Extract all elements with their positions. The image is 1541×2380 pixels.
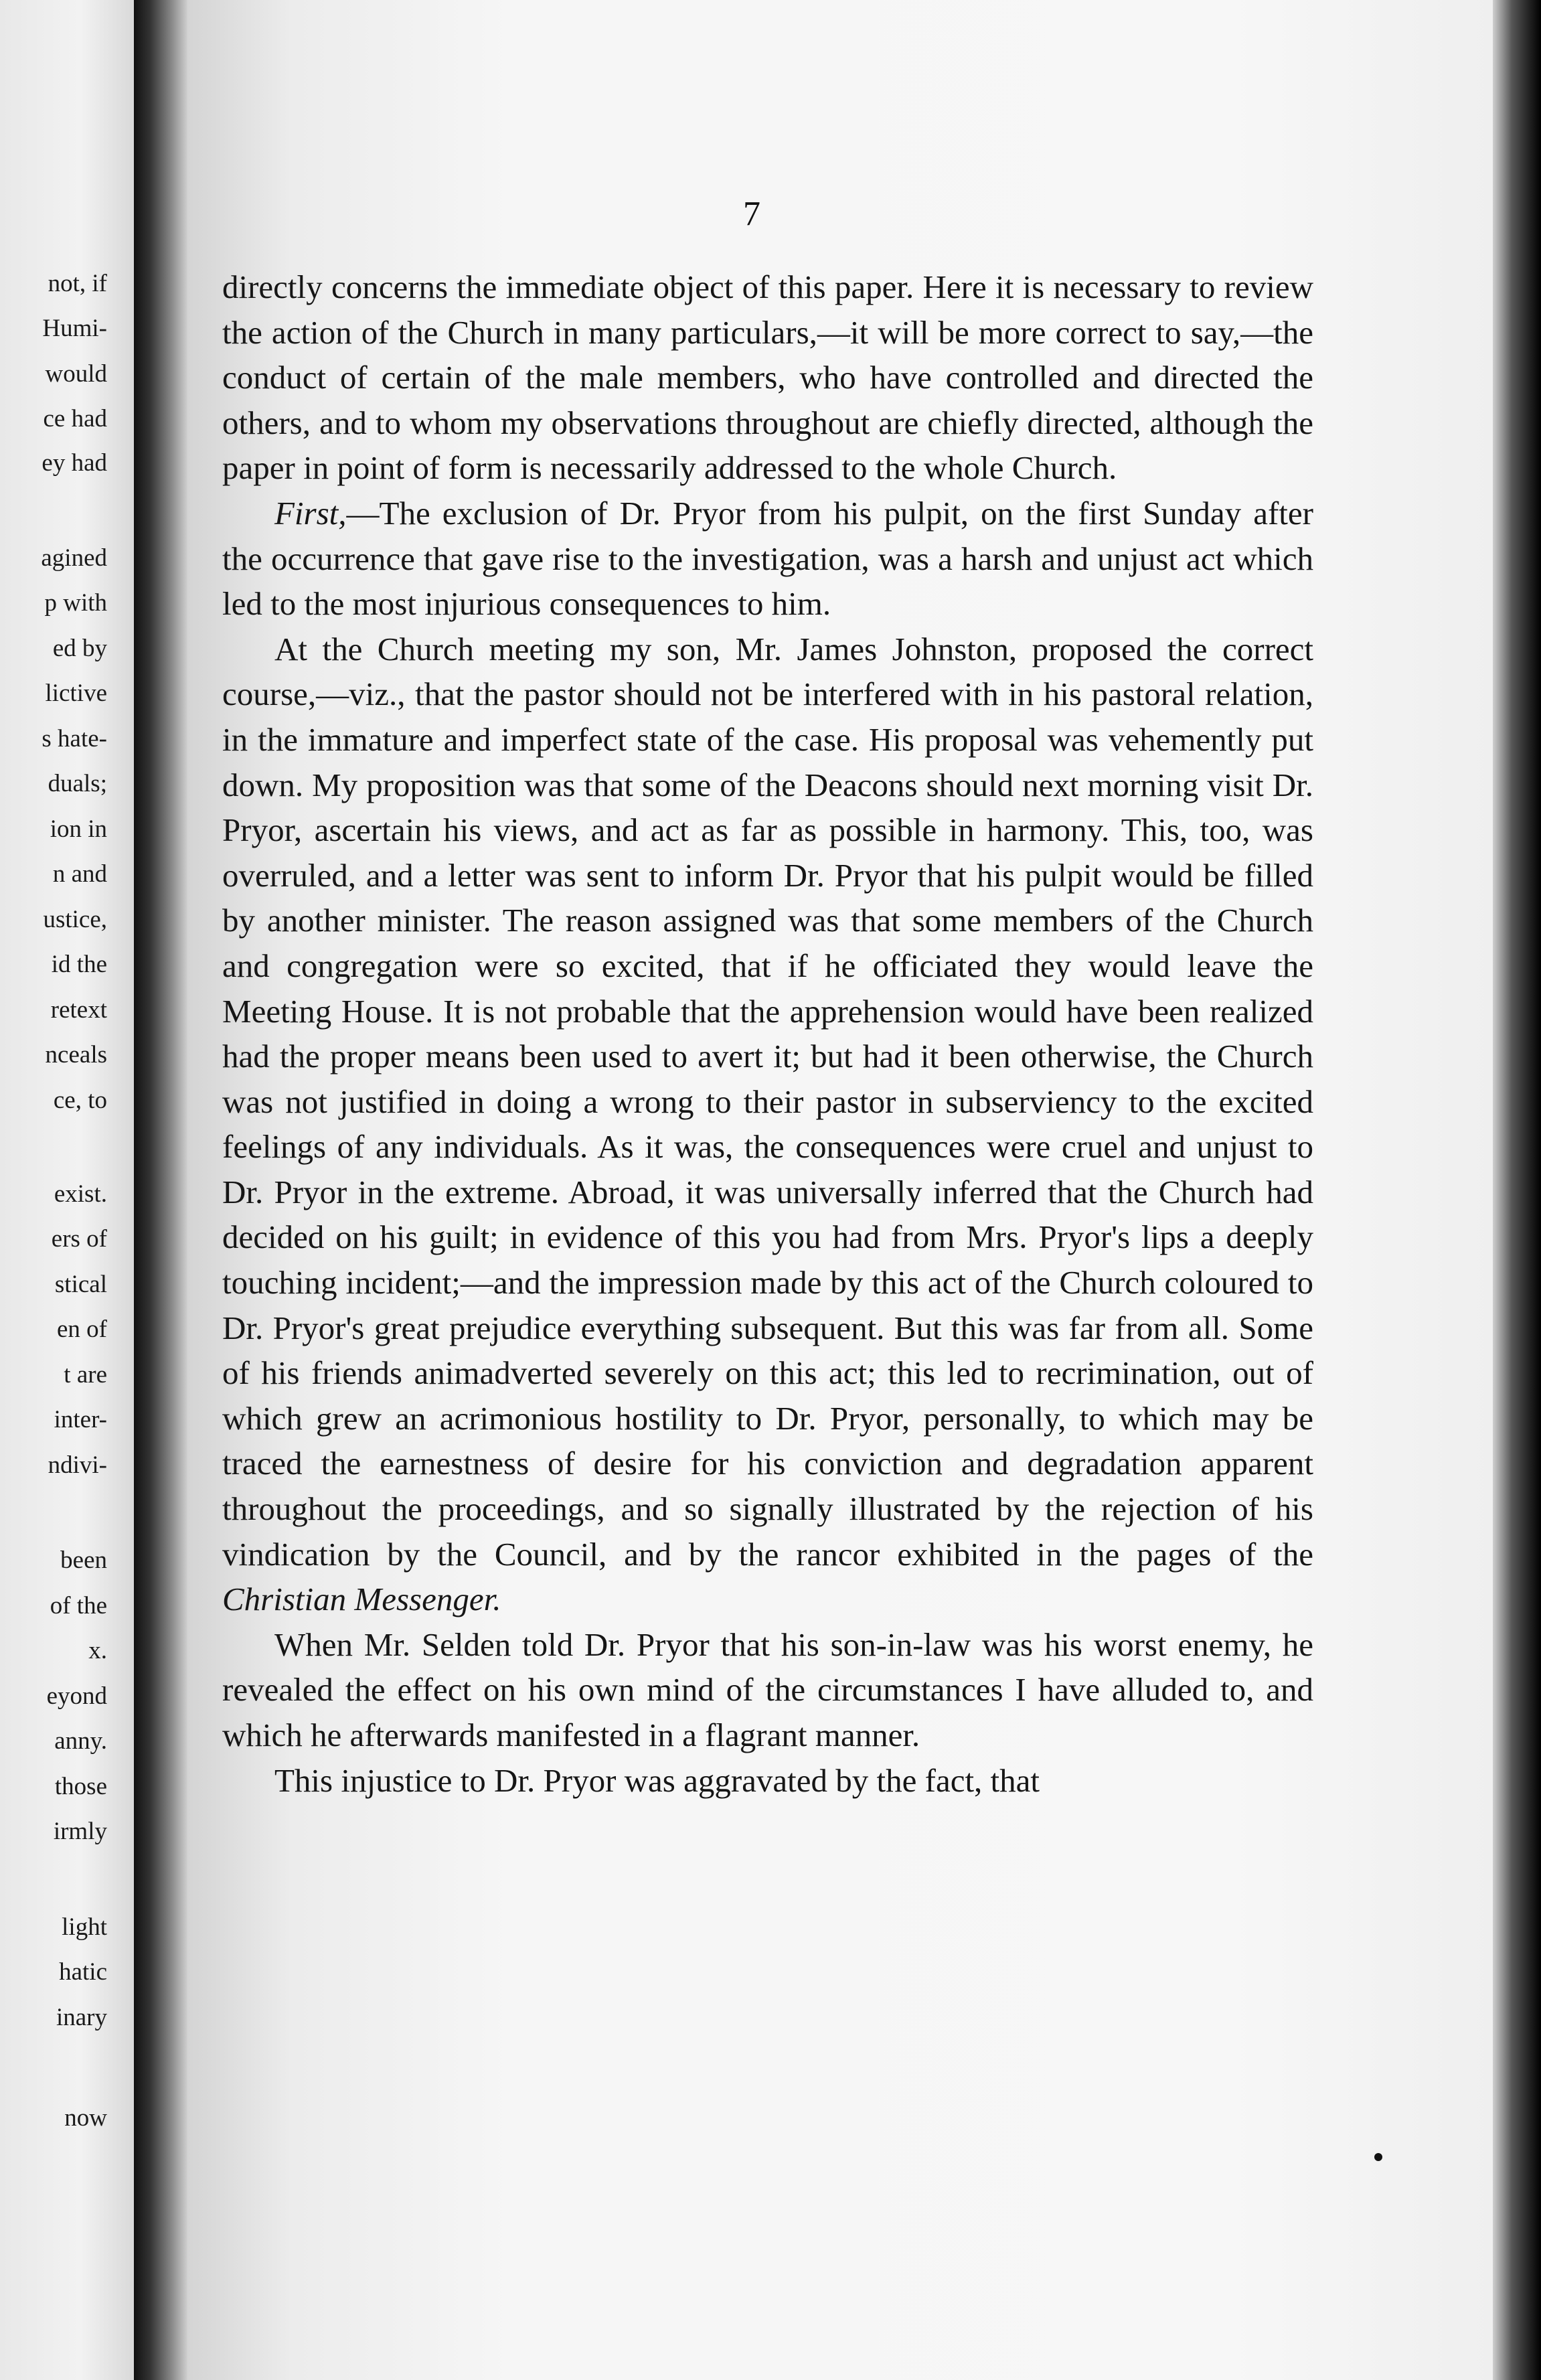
- facing-page-line: duals;: [48, 770, 107, 797]
- ink-dot: [1374, 2153, 1382, 2161]
- paragraph-3: At the Church meeting my son, Mr. James Johnston, proposed the correct course,—viz., that the pastor should not be interfered with in his pastoral relation, in the immature and imperfect state of the case. His proposal was vehemently put down. My proposition was that some of the Deacons should next morning visit Dr. Pryor, ascertain his views, and act as far as possible in harmony. This, too, was overruled, and a letter was sent to inform Dr. Pryor that his pulpit would be filled by another minister. The reason assigned was that some members of the Church and congregation were so excited, that if he officiated they would leave the Meeting House. It is not probable that the apprehension would have been realized had the proper means been used to avert it; but had it been otherwise, the Church was not justified in doing a wrong to their pastor in subserviency to the excited feelings of any individuals. As it was, the consequences were cruel and unjust to Dr. Pryor in the extreme. Abroad, it was universally inferred that the Church had decided on his guilt; in evidence of this you had from Mrs. Pryor's lips a deeply touching incident;—and the impression made by this act of the Church coloured to Dr. Pryor's great prejudice everything subsequent. But this was far from all. Some of his friends animadverted severely on this act; this led to recrimination, out of which grew an acrimonious hostility to Dr. Pryor, personally, to which may be traced the earnestness of desire for his conviction and degradation apparent throughout the proceedings, and so signally illustrated by the rejection of his vindication by the Council, and by the rancor exhibited in the pages of the Christian Messenger.: [222, 630, 1313, 1618]
- body-text: [222, 264, 1313, 1803]
- facing-page-line: ndivi-: [48, 1451, 107, 1479]
- facing-page-line: ustice,: [43, 906, 107, 933]
- paragraph-lead-italic: First,: [274, 494, 347, 532]
- page-number: 7: [743, 195, 760, 233]
- facing-page-line: not, if: [48, 270, 107, 297]
- paragraph-5: This injustice to Dr. Pryor was aggravated by the fact, that: [274, 1761, 1040, 1799]
- facing-page-line: p with: [44, 589, 107, 617]
- facing-page-line: id the: [51, 951, 107, 978]
- facing-page-line: of the: [50, 1592, 107, 1619]
- facing-page-line: en of: [57, 1316, 107, 1343]
- facing-page-line: ion in: [50, 815, 107, 843]
- facing-page-line: now: [64, 2104, 107, 2132]
- facing-page-line: agined: [41, 544, 107, 572]
- publication-title: Christian Messenger.: [222, 1581, 501, 1618]
- facing-page-line: anny.: [54, 1727, 107, 1755]
- facing-page-line: ce, to: [53, 1087, 107, 1114]
- facing-page-line: those: [54, 1773, 107, 1800]
- facing-page-line: ed by: [52, 635, 107, 662]
- facing-page-line: would: [45, 360, 107, 388]
- paragraph-2: First,—The exclusion of Dr. Pryor from his pulpit, on the first Sunday after the occurrence that gave rise to the investigation, was a harsh and unjust act which led to the most injurious consequences to him.: [222, 494, 1313, 623]
- facing-page-line: exist.: [54, 1180, 107, 1208]
- facing-page-line: inter-: [54, 1406, 107, 1433]
- facing-page-line: t are: [64, 1361, 107, 1389]
- facing-page-line: ey had: [42, 449, 107, 477]
- facing-page-fragment: [0, 0, 134, 2380]
- facing-page-line: ers of: [51, 1225, 107, 1253]
- facing-page-line: Humi-: [42, 315, 107, 342]
- facing-page-line: lictive: [45, 680, 107, 707]
- facing-page-line: been: [60, 1546, 107, 1574]
- facing-page-line: eyond: [46, 1682, 107, 1710]
- facing-page-line: retext: [50, 996, 107, 1024]
- facing-page-line: light: [62, 1913, 107, 1941]
- paragraph-4: When Mr. Selden told Dr. Pryor that his son-in-law was his worst enemy, he revealed the effect on his own mind of the circumstances I have alluded to, and which he afterwards manifested in a flagrant manner.: [222, 1625, 1313, 1753]
- book-gutter: [134, 0, 187, 2380]
- facing-page-line: n and: [52, 860, 107, 888]
- facing-page-line: hatic: [59, 1958, 107, 1986]
- page-edge-shadow: [1493, 0, 1541, 2380]
- facing-page-line: irmly: [53, 1818, 107, 1845]
- facing-page-line: s hate-: [42, 725, 107, 752]
- facing-page-line: ce had: [43, 405, 107, 432]
- facing-page-line: inary: [56, 2004, 107, 2031]
- paragraph-1: directly concerns the immediate object of this paper. Here it is necessary to review the action of the Church in many particulars,—it will be more correct to say,—the conduct of certain of the male members, who have controlled and directed the others, and to whom my observations throughout are chiefly directed, although the paper in point of form is necessarily addressed to the whole Church.: [222, 268, 1313, 487]
- facing-page-line: stical: [54, 1271, 107, 1298]
- facing-page-line: x.: [88, 1637, 107, 1664]
- facing-page-line: nceals: [45, 1041, 107, 1068]
